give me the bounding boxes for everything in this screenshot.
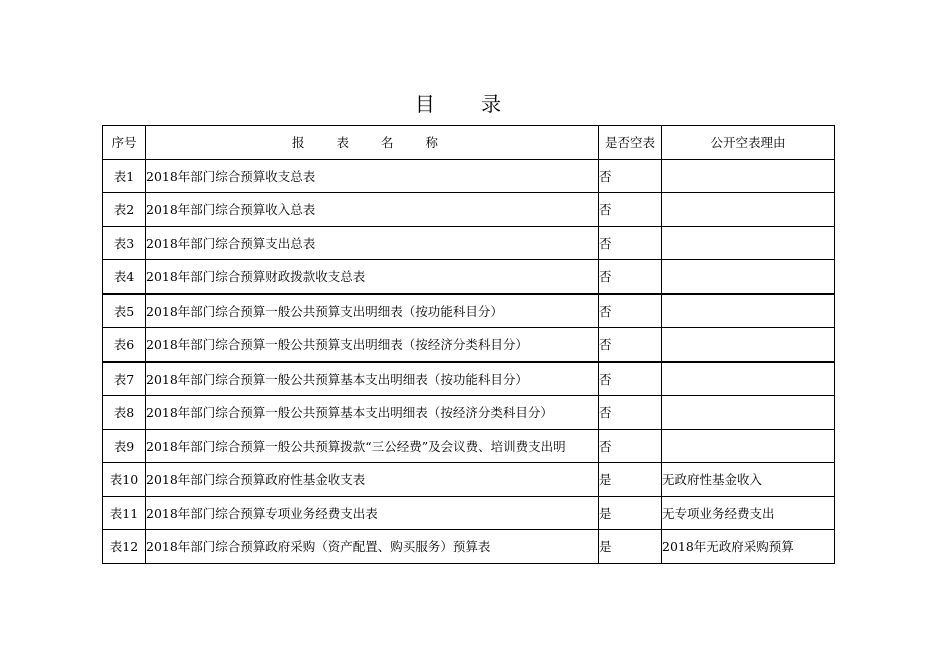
row-name: 2018年部门综合预算一般公共预算支出明细表（按经济分类科目分） <box>146 328 599 362</box>
header-seq: 序号 <box>103 126 146 160</box>
row-seq: 表9 <box>103 429 146 463</box>
row-seq: 表5 <box>103 294 146 328</box>
row-reason <box>662 159 835 193</box>
row-name: 2018年部门综合预算收入总表 <box>146 193 599 227</box>
table-row <box>103 496 835 530</box>
row-seq: 表6 <box>103 328 146 362</box>
row-reason <box>662 294 835 328</box>
table-row <box>103 463 835 497</box>
row-name: 2018年部门综合预算一般公共预算基本支出明细表（按经济分类科目分） <box>146 396 599 430</box>
row-reason: 无专项业务经费支出 <box>662 496 835 530</box>
row-name: 2018年部门综合预算收支总表 <box>146 159 599 193</box>
row-is-empty: 否 <box>599 294 662 328</box>
row-name: 2018年部门综合预算一般公共预算基本支出明细表（按功能科目分） <box>146 362 599 396</box>
row-reason <box>662 396 835 430</box>
row-is-empty: 否 <box>599 226 662 260</box>
header-name: 报 表 名 称 <box>146 126 599 160</box>
row-is-empty: 是 <box>599 530 662 564</box>
row-name: 2018年部门综合预算政府采购（资产配置、购买服务）预算表 <box>146 530 599 564</box>
row-seq: 表3 <box>103 226 146 260</box>
row-is-empty: 否 <box>599 429 662 463</box>
table-row <box>103 226 835 260</box>
page-title: 目 录 <box>414 92 522 116</box>
row-seq: 表4 <box>103 260 146 294</box>
row-name: 2018年部门综合预算一般公共预算支出明细表（按功能科目分） <box>146 294 599 328</box>
row-reason <box>662 226 835 260</box>
row-reason <box>662 260 835 294</box>
table-row <box>103 396 835 430</box>
row-seq: 表11 <box>103 496 146 530</box>
row-is-empty: 否 <box>599 396 662 430</box>
row-is-empty: 是 <box>599 496 662 530</box>
row-seq: 表2 <box>103 193 146 227</box>
table-row <box>103 159 835 193</box>
row-seq: 表7 <box>103 362 146 396</box>
row-seq: 表12 <box>103 530 146 564</box>
table-row <box>103 362 835 396</box>
table-row <box>103 328 835 362</box>
row-seq: 表8 <box>103 396 146 430</box>
table-row <box>103 193 835 227</box>
row-is-empty: 否 <box>599 260 662 294</box>
table-row <box>103 429 835 463</box>
row-is-empty: 否 <box>599 193 662 227</box>
row-is-empty: 是 <box>599 463 662 497</box>
table-row <box>103 260 835 294</box>
row-reason <box>662 193 835 227</box>
table-header-row <box>103 126 835 160</box>
row-reason: 无政府性基金收入 <box>662 463 835 497</box>
table-row <box>103 294 835 328</box>
row-reason <box>662 362 835 396</box>
header-is-empty: 是否空表 <box>599 126 662 160</box>
row-name: 2018年部门综合预算专项业务经费支出表 <box>146 496 599 530</box>
row-is-empty: 否 <box>599 328 662 362</box>
row-seq: 表1 <box>103 159 146 193</box>
row-name: 2018年部门综合预算一般公共预算拨款“三公经费”及会议费、培训费支出明 <box>146 429 599 463</box>
row-name: 2018年部门综合预算政府性基金收支表 <box>146 463 599 497</box>
row-name: 2018年部门综合预算支出总表 <box>146 226 599 260</box>
row-reason <box>662 429 835 463</box>
row-name: 2018年部门综合预算财政拨款收支总表 <box>146 260 599 294</box>
row-reason: 2018年无政府采购预算 <box>662 530 835 564</box>
row-is-empty: 否 <box>599 159 662 193</box>
row-seq: 表10 <box>103 463 146 497</box>
toc-table <box>102 125 835 564</box>
row-reason <box>662 328 835 362</box>
row-is-empty: 否 <box>599 362 662 396</box>
table-row <box>103 530 835 564</box>
header-reason: 公开空表理由 <box>662 126 835 160</box>
